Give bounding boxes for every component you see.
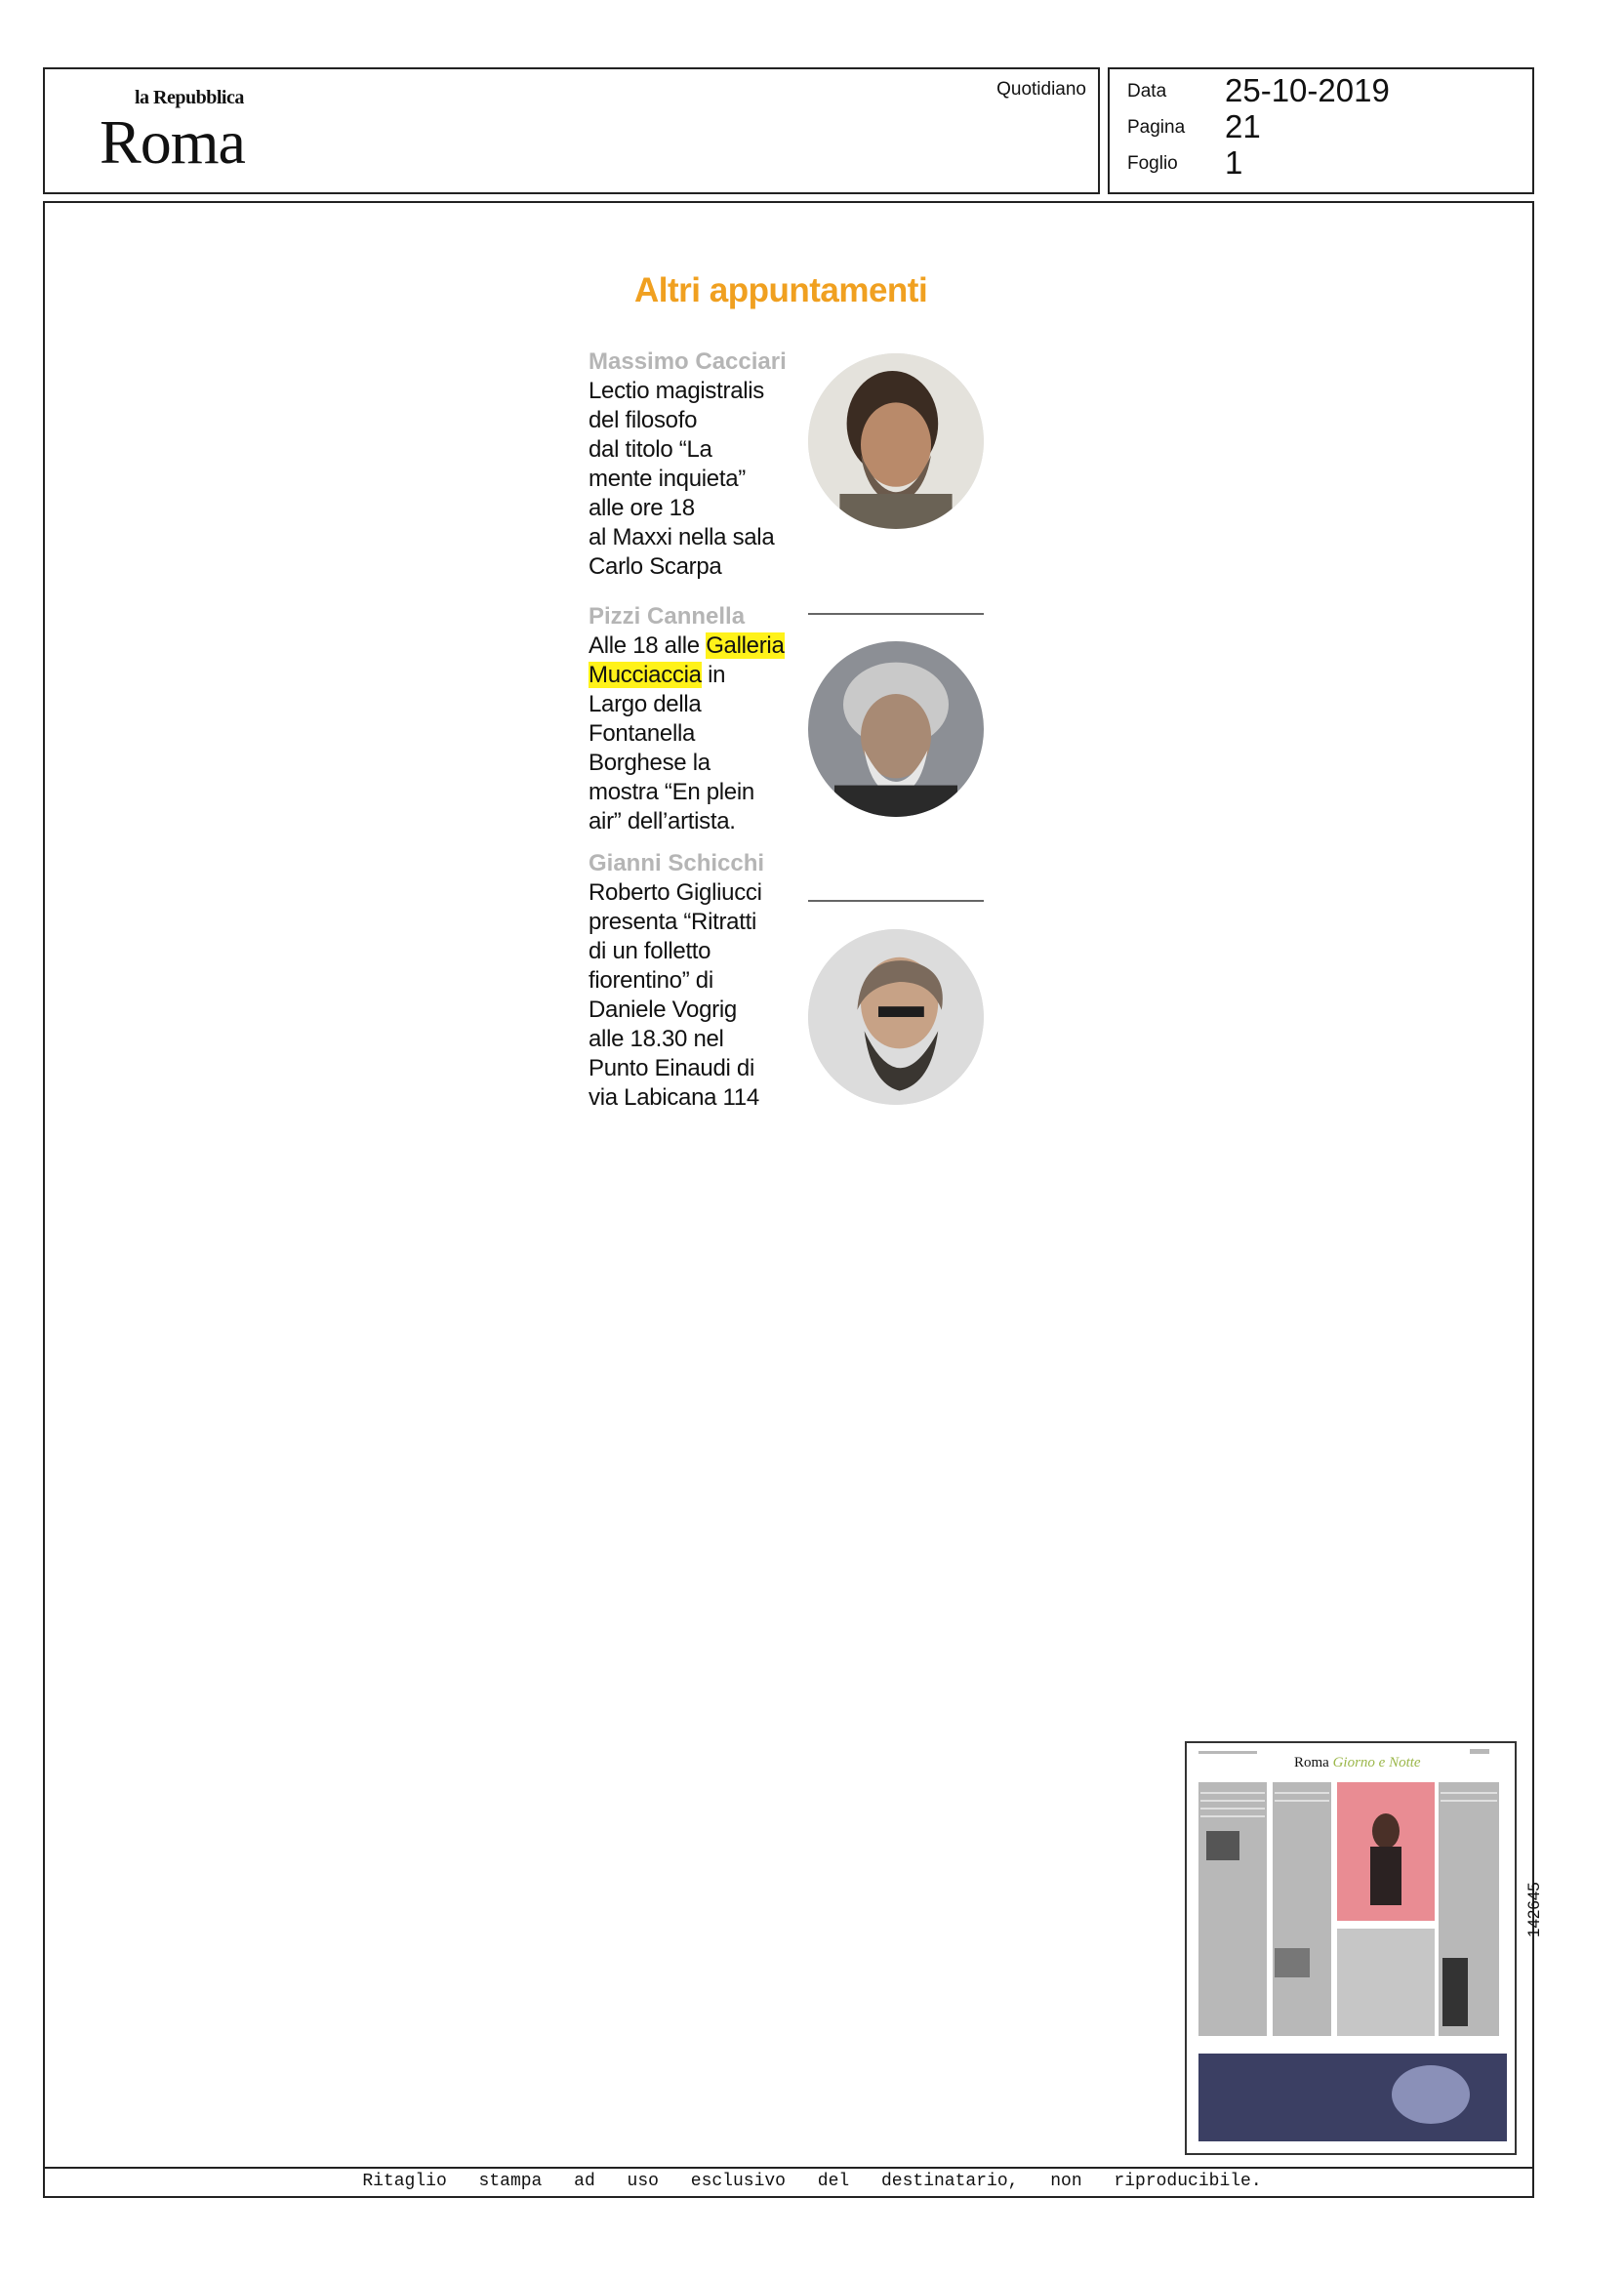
event-name: Massimo Cacciari <box>589 348 787 375</box>
event-text: Alle 18 alle Galleria Mucciaccia in Largo della Fontanella Borghese la mostra “En plein air” dell’artista. <box>589 632 785 834</box>
article-title: Altri appuntamenti <box>634 271 928 309</box>
meta-label-sheet: Foglio <box>1127 153 1178 174</box>
header-masthead-box <box>43 67 1100 194</box>
highlighted-text: Galleria <box>706 632 785 659</box>
event-text: Lectio magistralis del filosofo dal titolo “La mente inquieta” alle ore 18 al Maxxi nella sala Carlo Scarpa <box>589 378 775 580</box>
meta-value-date: 25-10-2019 <box>1225 72 1390 108</box>
thumbnail-layout <box>1187 1743 1517 2155</box>
event-text: Roberto Gigliucci presenta “Ritratti di un folletto fiorentino” di Daniele Vogrig alle 18.30 nel Punto Einaudi di via Labicana 114 <box>589 879 762 1111</box>
event-name: Pizzi Cannella <box>589 603 746 630</box>
header-meta-box <box>1108 67 1534 194</box>
archive-code: 142645 <box>1524 1882 1543 1937</box>
event-item <box>589 602 803 836</box>
highlighted-text: Mucciaccia <box>589 662 702 688</box>
publication-type: Quotidiano <box>996 79 1086 100</box>
brand-small: la Repubblica <box>135 87 244 108</box>
portrait-photo <box>808 353 984 529</box>
footer-rule <box>43 2167 1534 2169</box>
meta-label-page: Pagina <box>1127 117 1186 138</box>
brand-title: Roma <box>100 107 245 177</box>
portrait-photo <box>808 929 984 1105</box>
separator-rule <box>808 613 984 615</box>
event-item <box>589 347 803 582</box>
footer-disclaimer: Ritaglio stampa ad uso esclusivo del destinatario, non riproducibile. <box>362 2172 1262 2191</box>
thumbnail-title: Roma Giorno e Notte <box>1294 1755 1421 1770</box>
event-name: Gianni Schicchi <box>589 850 765 876</box>
meta-value-sheet: 1 <box>1225 144 1243 181</box>
meta-value-page: 21 <box>1225 108 1261 144</box>
meta-label-date: Data <box>1127 81 1167 102</box>
page-thumbnail <box>1185 1741 1517 2155</box>
event-item <box>589 849 803 1113</box>
separator-rule <box>808 900 984 902</box>
portrait-photo <box>808 641 984 817</box>
